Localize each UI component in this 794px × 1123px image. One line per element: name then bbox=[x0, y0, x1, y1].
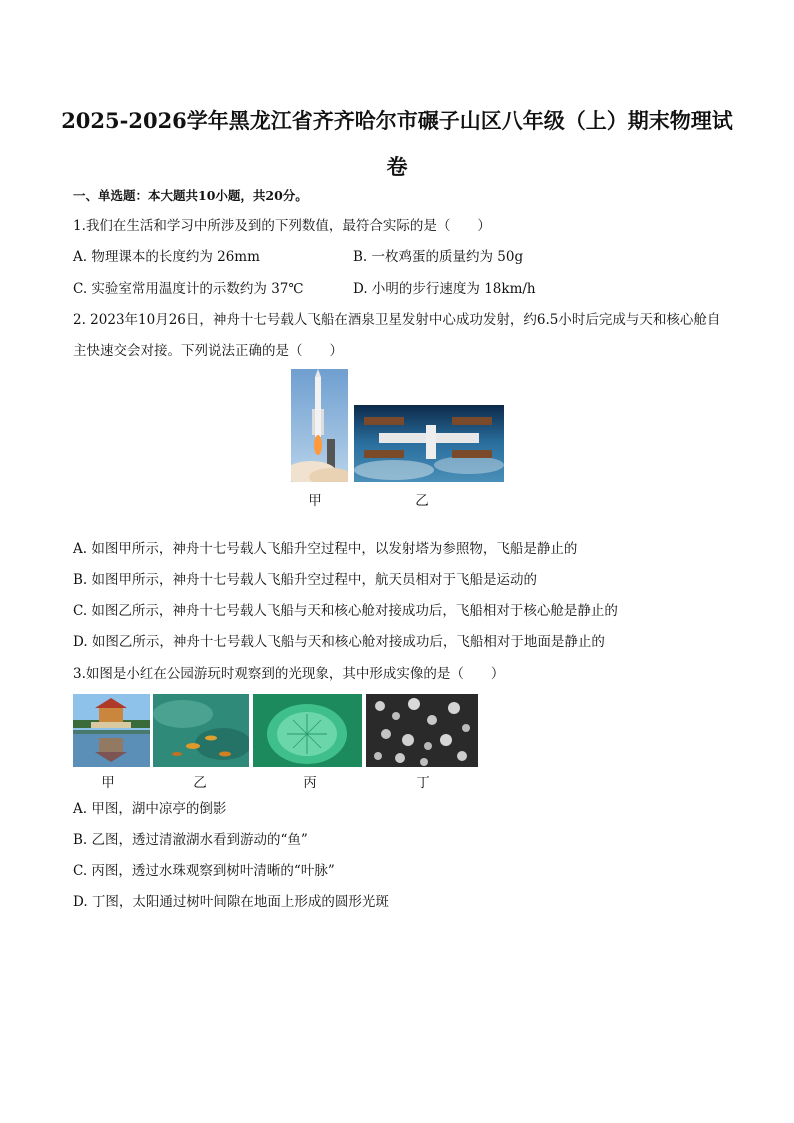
q3-option-a: A. 甲图，湖中凉亭的倒影 bbox=[73, 801, 227, 817]
q1-option-c: C. 实验室常用温度计的示数约为 37℃ bbox=[73, 281, 304, 297]
fish-in-water-image bbox=[153, 694, 249, 767]
q3-stem: 3.如图是小红在公园游玩时观察到的光现象，其中形成实像的是（ ） bbox=[73, 666, 505, 682]
q2-option-c: C. 如图乙所示，神舟十七号载人飞船与天和核心舱对接成功后，飞船相对于核心舱是静止的 bbox=[73, 603, 618, 619]
q1-option-d: D. 小明的步行速度为 18km/h bbox=[353, 281, 536, 297]
q3-caption-yi: 乙 bbox=[193, 775, 207, 791]
page-title: 2025-2026学年黑龙江省齐齐哈尔市碾子山区八年级（上）期末物理试卷 bbox=[61, 108, 733, 179]
light-spots-image bbox=[366, 694, 478, 767]
q2-option-b: B. 如图甲所示，神舟十七号载人飞船升空过程中，航天员相对于飞船是运动的 bbox=[73, 572, 538, 588]
water-drop-leaf-image bbox=[253, 694, 362, 767]
q2-option-a: A. 如图甲所示，神舟十七号载人飞船升空过程中，以发射塔为参照物，飞船是静止的 bbox=[73, 541, 578, 557]
q3-caption-bing: 丙 bbox=[303, 775, 317, 791]
q3-option-d: D. 丁图，太阳通过树叶间隙在地面上形成的圆形光斑 bbox=[73, 894, 389, 910]
q1-stem: 1.我们在生活和学习中所涉及到的下列数值，最符合实际的是（ ） bbox=[73, 218, 491, 234]
q2-option-d: D. 如图乙所示，神舟十七号载人飞船与天和核心舱对接成功后，飞船相对于地面是静止的 bbox=[73, 634, 605, 650]
q1-option-b: B. 一枚鸡蛋的质量约为 50g bbox=[353, 249, 524, 265]
q1-option-a: A. 物理课本的长度约为 26mm bbox=[73, 249, 260, 265]
q2-stem: 2. 2023年10月26日，神舟十七号载人飞船在酒泉卫星发射中心成功发射，约6.5小时后完成与天和核心舱自主快速交会对接。下列说法正确的是（ ） bbox=[73, 312, 721, 359]
q3-caption-jia: 甲 bbox=[101, 775, 115, 791]
pavilion-reflection-image bbox=[73, 694, 150, 767]
q3-option-c: C. 丙图，透过水珠观察到树叶清晰的“叶脉” bbox=[73, 863, 335, 879]
rocket-launch-image bbox=[291, 369, 348, 482]
q3-caption-ding: 丁 bbox=[416, 775, 430, 791]
section-heading: 一、单选题：本大题共10小题，共20分。 bbox=[73, 188, 308, 203]
space-station-image bbox=[354, 405, 504, 482]
q2-caption-yi: 乙 bbox=[415, 493, 429, 509]
q3-option-b: B. 乙图，透过清澈湖水看到游动的“鱼” bbox=[73, 832, 308, 848]
q2-caption-jia: 甲 bbox=[308, 493, 322, 509]
